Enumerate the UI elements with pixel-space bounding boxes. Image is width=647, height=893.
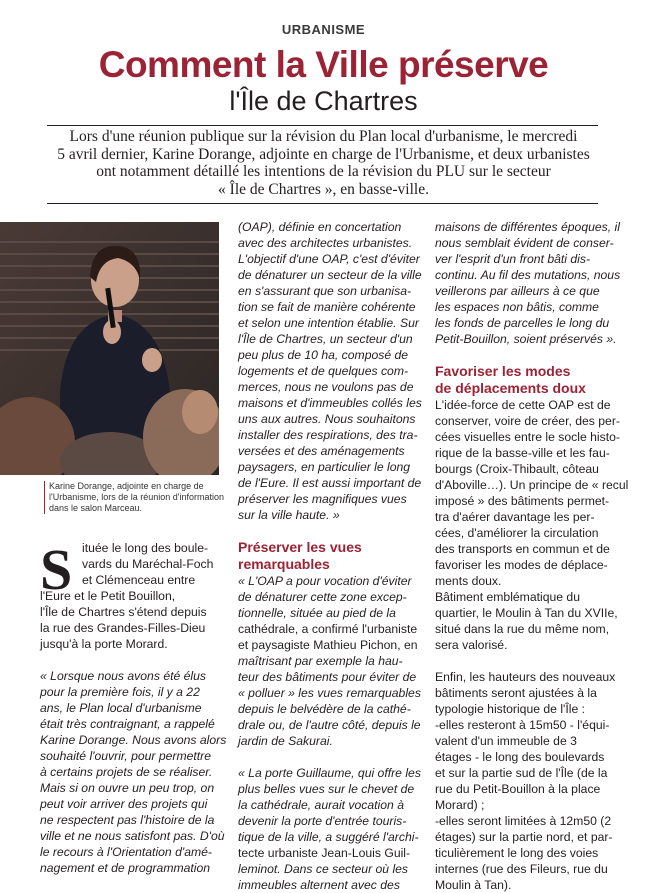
bottom-divider xyxy=(47,203,598,204)
top-divider xyxy=(47,125,598,126)
drop-cap: S xyxy=(40,537,73,602)
text-line: « polluer » les vues remarquables xyxy=(238,686,421,700)
text-line: rue du Petit-Bouillon à la place xyxy=(435,782,601,796)
text-line: à certains projets de se réaliser. xyxy=(40,765,213,779)
text-line: installer des respirations, des tra- xyxy=(238,428,418,442)
column-1 xyxy=(40,537,227,876)
text-line: de l'Eure. Il est aussi important de xyxy=(238,476,422,490)
text-line: jardin de Sakurai. xyxy=(238,734,333,748)
text-line: nous semblait évident de conser- xyxy=(435,236,614,250)
text-line: des transports en commun et de xyxy=(435,542,610,556)
text-line: L'idée-force de cette OAP est de xyxy=(435,398,611,412)
text-line: ville et ne nous satisfont pas. D'où xyxy=(40,829,225,843)
text-line: l'Île de Chartres s'étend depuis xyxy=(40,605,207,619)
text-line: et sur la partie sud de l'Île (de la xyxy=(435,766,608,780)
lede-line: 5 avril dernier, Karine Dorange, adjointe en charge de l'Urbanisme, et deux urbanistes xyxy=(57,145,590,163)
text-line: drale ou, de l'autre côté, depuis le xyxy=(238,718,421,732)
text-line: immeubles alternent avec des xyxy=(238,878,400,892)
text-line: tra d'aérer davantage les per- xyxy=(435,510,595,524)
text-line: ituée le long des boule- xyxy=(82,541,209,555)
text-line: maisons et d'immeubles collés les xyxy=(238,396,422,410)
text-line: « La porte Guillaume, qui offre les xyxy=(238,766,421,780)
text-line: Karine Dorange. Nous avons alors xyxy=(40,733,227,747)
photo-caption: Karine Dorange, adjointe en charge de l'Urbanisme, lors de la réunion d'information dans le salon Marceau. xyxy=(44,481,225,514)
text-line xyxy=(238,749,418,765)
text-line: typologie historique de l'Île : xyxy=(435,702,586,716)
speaker-photo xyxy=(0,222,219,475)
text-line: les espaces non bâtis, comme xyxy=(435,300,599,314)
text-line: Enfin, les hauteurs des nouveaux xyxy=(435,670,616,684)
text-line: la cathédrale, aurait vocation à xyxy=(238,798,404,812)
text-line: cathédrale, a confirmé l'urbaniste xyxy=(238,622,418,636)
text-line: maîtrisant par exemple la hau- xyxy=(238,654,403,668)
text-line: d'Aboville…). Un principe de « recul xyxy=(435,478,629,492)
text-line: situé dans la rue du même nom, xyxy=(435,622,610,636)
column-2 xyxy=(238,219,422,893)
text-line: merces, nous ne voulons pas de xyxy=(238,380,414,394)
text-line: teur des bâtiments pour éviter de xyxy=(238,670,417,684)
text-line: pour la première fois, il y a 22 xyxy=(40,685,200,699)
text-line: -elles seront limitées à 12m50 (2 xyxy=(435,814,612,828)
text-line: cées visuelles entre le socle histo- xyxy=(435,430,620,444)
text-line: favoriser les modes de déplace- xyxy=(435,558,608,572)
section-label: URBANISME xyxy=(281,22,366,37)
text-line: veillerons par ailleurs à ce que xyxy=(435,284,600,298)
text-line xyxy=(435,653,615,669)
text-line: ans, le Plan local d'urbanisme xyxy=(40,701,202,715)
text-line: Petit-Bouillon, soient préservés ». xyxy=(435,332,617,346)
text-line: l'Île de Chartres, un secteur d'un xyxy=(238,332,413,346)
text-line: tion se fait de manière cohérente xyxy=(238,300,416,314)
text-line: et selon une intention établie. Sur xyxy=(238,316,419,330)
text-line: imposé » des bâtiments permet- xyxy=(435,494,610,508)
text-line: le recours à l'Orientation d'amé- xyxy=(40,845,212,859)
text-line: maisons de différentes époques, il xyxy=(435,220,620,234)
text-line: logements et de quelques com- xyxy=(238,364,409,378)
text-line: tique de la ville, a suggéré l'archi- xyxy=(238,830,419,844)
text-line xyxy=(40,652,220,668)
text-line: préserver les magnifiques vues xyxy=(238,492,407,506)
text-line: « Lorsque nous avons été élus xyxy=(40,669,207,683)
speaker-photo-illustration xyxy=(0,222,219,475)
column-3 xyxy=(435,219,629,893)
text-line: et paysagiste Mathieu Pichon, en xyxy=(238,638,418,652)
text-line: Morard) ; xyxy=(435,798,485,812)
text-line: L'objectif d'une OAP, c'est d'éviter xyxy=(238,252,420,266)
text-line: peut voir arriver des projets qui xyxy=(40,797,208,811)
text-line: conserver, voire de créer, des per- xyxy=(435,414,620,428)
text-line: souhaité l'ouvrir, pour permettre xyxy=(40,749,212,763)
text-line: plus belles vues sur le chevet de xyxy=(238,782,415,796)
section-heading: Favoriser les modes xyxy=(435,363,571,379)
section-heading: de déplacements doux xyxy=(435,380,586,396)
text-line: la rue des Grandes-Filles-Dieu xyxy=(40,621,206,635)
text-line: les fonds de parcelles le long du xyxy=(435,316,610,330)
text-line: était très contraignant, a rappelé xyxy=(40,717,215,731)
lede-line: ont notamment détaillé les intentions de la révision du PLU sur le secteur xyxy=(96,163,551,180)
lede-paragraph xyxy=(0,128,647,198)
text-line: ments doux. xyxy=(435,574,502,588)
text-line: Mais si on ouvre un peu trop, on xyxy=(40,781,215,795)
text-line: versées et des aménagements xyxy=(238,444,405,458)
lede-line: « Île de Chartres », en basse-ville. xyxy=(218,180,429,198)
text-line: vards du Maréchal-Foch xyxy=(82,557,214,571)
article-subtitle: l'Île de Chartres xyxy=(229,86,418,116)
text-line: leminot. Dans ce secteur où les xyxy=(238,862,409,876)
text-line: sera valorisé. xyxy=(435,638,508,652)
lede-line: Lors d'une réunion publique sur la révision du Plan local d'urbanisme, le mercredi xyxy=(69,128,578,145)
text-line: paysagers, en particulier le long xyxy=(238,460,411,474)
text-line: valent d'un immeuble de 3 xyxy=(435,734,577,748)
text-line: uns aux autres. Nous souhaitons xyxy=(238,412,416,426)
text-line: peu plus de 10 ha, composé de xyxy=(238,348,409,362)
article-title: Comment la Ville préserve xyxy=(98,44,549,85)
text-line: bourgs (Croix-Thibault, côteau xyxy=(435,462,599,476)
text-line xyxy=(238,523,418,539)
text-line: tecte urbaniste Jean-Louis Guil- xyxy=(238,846,411,860)
text-line: Bâtiment emblématique du xyxy=(435,590,580,604)
text-line: et Clémenceau entre xyxy=(82,573,196,587)
section-heading: Préserver les vues xyxy=(238,539,362,555)
text-line: bâtiments seront ajustées à la xyxy=(435,686,597,700)
text-line: devenir la porte d'entrée touris- xyxy=(238,814,407,828)
text-line: rique de la basse-ville et les fau- xyxy=(435,446,610,460)
text-line: étages - le long des boulevards xyxy=(435,750,605,764)
text-line: l'Eure et le Petit Bouillon, xyxy=(40,589,176,603)
section-heading: remarquables xyxy=(238,556,330,572)
text-line: nagement et de programmation xyxy=(40,861,211,875)
text-line: -elles resteront à 15m50 - l'équi- xyxy=(435,718,610,732)
text-line: « L'OAP a pour vocation d'éviter xyxy=(238,574,412,588)
text-line: en s'assurant que son urbanisa- xyxy=(238,284,412,298)
text-line: (OAP), définie en concertation xyxy=(238,220,402,234)
text-line: quartier, le Moulin à Tan du XVIIe, xyxy=(435,606,618,620)
text-line: internes (rue des Fileurs, rue du xyxy=(435,862,608,876)
text-line: continu. Au fil des mutations, nous xyxy=(435,268,621,282)
text-line: ticulièrement le long des voies xyxy=(435,846,599,860)
text-line: sur la ville haute. » xyxy=(238,508,340,522)
text-line: tionnelle, située au pied de la xyxy=(238,606,396,620)
text-line: de dénaturer cette zone excep- xyxy=(238,590,407,604)
text-line: avec des architectes urbanistes. xyxy=(238,236,413,250)
text-line: Moulin à Tan). xyxy=(435,878,512,892)
text-line: cées, d'améliorer la circulation xyxy=(435,526,599,540)
text-line: de dénaturer un secteur de la ville xyxy=(238,268,422,282)
text-line: étages) sur la partie nord, et par- xyxy=(435,830,613,844)
text-line xyxy=(435,347,615,363)
text-line: depuis le belvédère de la cathé- xyxy=(238,702,411,716)
text-line: jusqu'à la porte Morard. xyxy=(40,637,168,651)
text-line: ver l'esprit d'un front bâti dis- xyxy=(435,252,591,266)
text-line: ne respectent pas l'histoire de la xyxy=(40,813,215,827)
